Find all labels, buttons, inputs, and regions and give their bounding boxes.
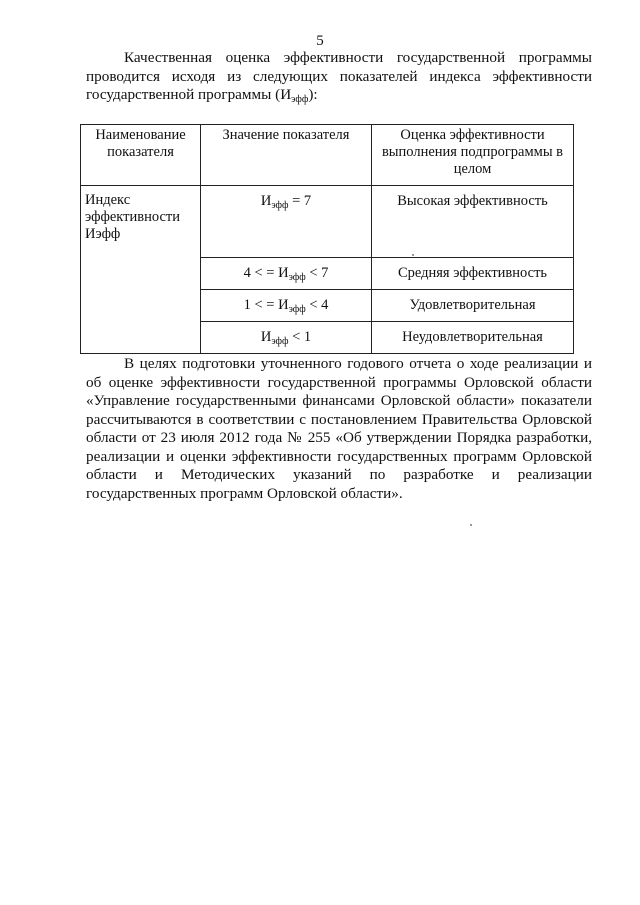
value-cell: $И_{эфф} < 1$ bbox=[201, 322, 372, 354]
rating-cell: Неудовлетворительная bbox=[372, 322, 574, 354]
table-header-row bbox=[81, 125, 574, 186]
scan-speck bbox=[412, 254, 414, 256]
intro-suffix: ): bbox=[308, 86, 318, 103]
header-efficiency-rating: Оценка эффективности выполнения подпрограммы в целом bbox=[372, 125, 574, 186]
intro-paragraph bbox=[86, 49, 592, 105]
rating-cell: Высокая эффективность bbox=[372, 186, 574, 258]
rating-cell: Средняя эффективность bbox=[372, 258, 574, 290]
intro-subscript: эфф bbox=[291, 94, 309, 105]
value-cell: 4 < = $И_{эфф} < 7$ bbox=[201, 258, 372, 290]
table-row bbox=[81, 186, 574, 258]
header-indicator-value: Значение показателя bbox=[201, 125, 372, 186]
intro-text: Качественная оценка эффективности государственной программы проводится исходя из следующих показателей индекса эффективности государственной программы ( bbox=[86, 49, 592, 103]
conclusion-paragraph: В целях подготовки уточненного годового отчета о ходе реализации и об оценке эффективности государственной программы Орловской области «Управление государственными финансами Орловской области» показатели рассчитываются в соответствии с постановлением Правительства Орловской области от 23 июля 2012 года № 255 «Об утверждении Порядка разработки, реализации и оценки эффективности государственных программ Орловской области и Методических указаний по разработке и реализации государственных программ Орловской области». bbox=[86, 355, 592, 502]
value-cell: $И_{эфф} = 7$ bbox=[201, 186, 372, 258]
efficiency-table bbox=[80, 124, 574, 354]
scan-speck bbox=[470, 524, 472, 526]
header-indicator-name: Наименование показателя bbox=[81, 125, 201, 186]
page-number: 5 bbox=[316, 33, 324, 49]
indicator-name-cell: Индекс эффективности Иэфф bbox=[81, 186, 201, 354]
value-cell: 1 < = $И_{эфф} < 4$ bbox=[201, 290, 372, 322]
rating-cell: Удовлетворительная bbox=[372, 290, 574, 322]
intro-symbol: И bbox=[280, 86, 292, 103]
